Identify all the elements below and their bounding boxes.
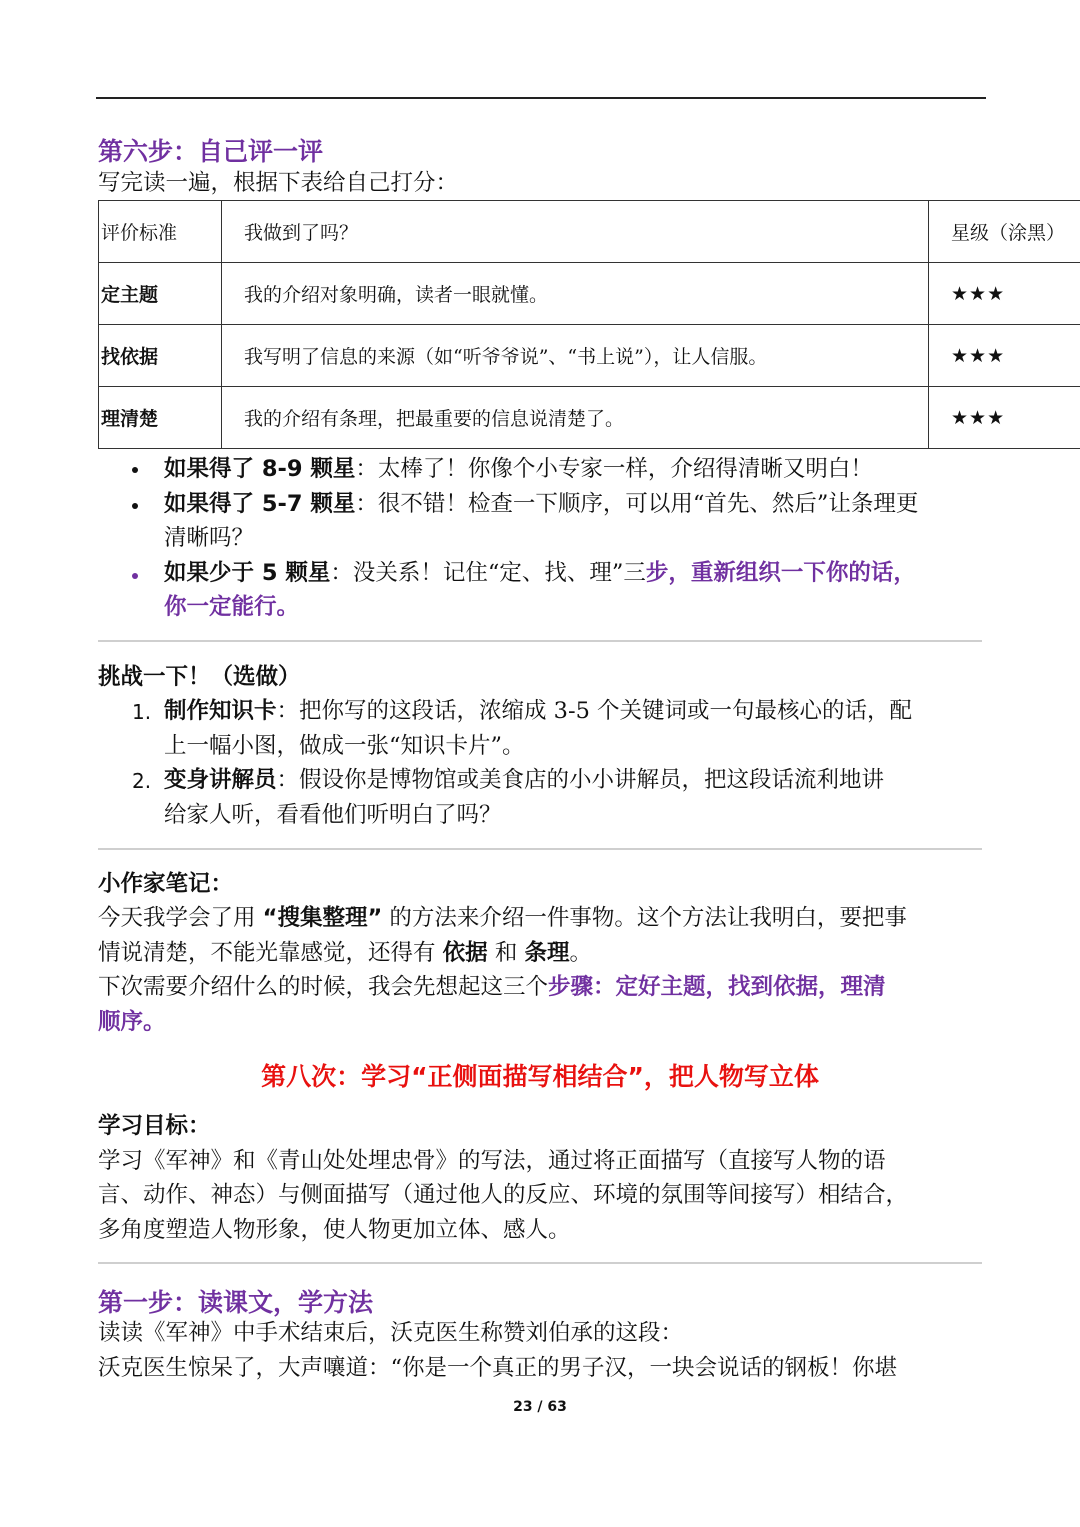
notes-text: 下次需要介绍什么的时候，我会先想起这三个 [98,974,549,1000]
notes-text: 。 [569,940,593,966]
criterion-cell: 找依据 [99,325,222,387]
criterion-cell: 理清楚 [99,387,222,449]
lesson8-title: 第八次：学习“正侧面描写相结合”，把人物写立体 [261,1062,819,1091]
stars-cell[interactable]: ★★★ [929,387,1080,449]
notes-line-1 [98,901,907,936]
table-row [99,387,1080,449]
bullet-dot [132,467,138,473]
challenge-item-2-line2: 给家人听，看看他们听明白了吗？ [164,802,502,828]
notes-text: 情说清楚，不能光靠感觉，还得有 [98,940,443,966]
lesson8-goal-line1: 学习《军神》和《青山处处埋忠骨》的写法，通过将正面描写（直接写人物的语 [98,1148,886,1174]
notes-text: 和 [487,940,525,966]
challenge-item-2-bold: 变身讲解员 [164,767,277,793]
step6-title: 第六步：自己评一评 [98,137,324,166]
header-rule [96,97,986,99]
challenge-item-1-line2: 上一幅小图，做成一张“知识卡片”。 [164,733,525,759]
score-bullet-3-line2: 你一定能行。 [164,594,300,620]
description-cell: 我写明了信息的来源（如“听爷爷说”、“书上说”），让人信服。 [222,325,929,387]
score-bullet-2-text: ：很不错！检查一下顺序，可以用“首先、然后”让条理更 [355,491,919,517]
notes-line-4: 顺序。 [98,1009,166,1035]
score-bullet-2-line2: 清晰吗？ [164,525,255,551]
lesson8-goal-line3: 多角度塑造人物形象，使人物更加立体、感人。 [98,1217,571,1243]
description-cell: 我的介绍有条理，把最重要的信息说清楚了。 [222,387,929,449]
challenge-item-1 [164,694,912,729]
step1-line2: 沃克医生惊呆了，大声嚷道：“你是一个真正的男子汉，一块会说话的钢板！你堪 [98,1355,898,1381]
lesson8-goal-title: 学习目标： [98,1113,211,1139]
challenge-item-2-text: ：假设你是博物馆或美食店的小小讲解员，把这段话流利地讲 [276,767,885,793]
notes-title: 小作家笔记： [98,871,234,897]
score-bullet-2-bold: 如果得了 5-7 颗星 [164,491,356,517]
table-header-cell: 星级（涂黑） [929,201,1080,263]
notes-bold: “搜集整理” [262,905,383,931]
stars-cell[interactable]: ★★★ [929,263,1080,325]
score-bullet-1 [164,452,873,487]
challenge-item-1-bold: 制作知识卡 [164,698,277,724]
bullet-dot [132,573,138,579]
notes-text: 的方法来介绍一件事物。这个方法让我明白，要把事 [382,905,907,931]
score-bullet-1-bold: 如果得了 8-9 颗星 [164,456,356,482]
score-bullet-1-text: ：太棒了！你像个小专家一样，介绍得清晰又明白！ [355,456,873,482]
challenge-item-1-text: ：把你写的这段话，浓缩成 3-5 个关键词或一句最核心的话，配 [276,698,913,724]
page-number: 23 / 63 [513,1399,567,1415]
score-bullet-3-purple: 步，重新组织一下你的话， [645,560,916,586]
bullet-dot [132,503,138,509]
notes-purple: 步骤：定好主题，找到依据，理清 [548,974,886,1000]
divider [98,640,982,642]
notes-text: 今天我学会了用 [98,905,263,931]
criterion-cell: 定主题 [99,263,222,325]
stars-cell[interactable]: ★★★ [929,325,1080,387]
evaluation-table [98,200,1080,449]
table-row [99,325,1080,387]
score-bullet-3-bold: 如果少于 5 颗星 [164,560,331,586]
lesson8-goal-line2: 言、动作、神态）与侧面描写（通过他人的反应、环境的氛围等间接写）相结合， [98,1182,909,1208]
score-bullet-2 [164,487,918,522]
divider [98,1262,982,1264]
step6-intro: 写完读一遍，根据下表给自己打分： [98,170,459,196]
list-number: 1. [132,700,152,724]
step1-title: 第一步：读课文，学方法 [98,1288,374,1317]
description-cell: 我的介绍对象明确，读者一眼就懂。 [222,263,929,325]
notes-bold: 依据 [442,940,488,966]
step1-line1: 读读《军神》中手术结束后，沃克医生称赞刘伯承的这段： [98,1320,684,1346]
table-header-cell: 评价标准 [99,201,222,263]
list-number: 2. [132,769,152,793]
notes-line-3 [98,970,886,1005]
notes-bold: 条理 [524,940,570,966]
score-bullet-3 [164,556,916,591]
challenge-title: 挑战一下！（选做） [98,664,301,690]
divider [98,848,982,850]
table-header-row [99,201,1080,263]
table-header-cell: 我做到了吗？ [222,201,929,263]
score-bullet-3-text: ：没关系！记住“定、找、理”三 [330,560,646,586]
table-row [99,263,1080,325]
challenge-item-2 [164,763,884,798]
notes-line-2 [98,936,592,971]
